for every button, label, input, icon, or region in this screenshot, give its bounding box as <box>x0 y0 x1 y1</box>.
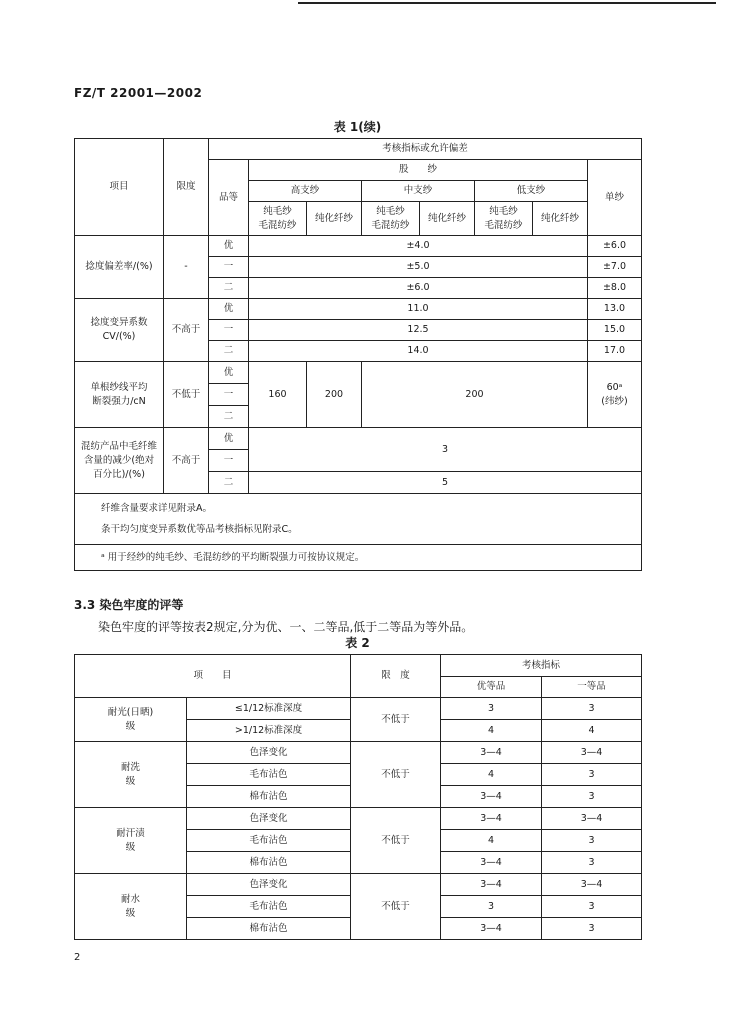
t2-item: 毛布沾色 <box>187 764 351 786</box>
t1-header-item: 项目 <box>75 139 164 236</box>
t2-excellent: 4 <box>441 764 542 786</box>
t1-wool-fiber-label: 混纺产品中毛纤维 含量的减少(绝对 百分比)/(%) <box>75 428 164 494</box>
t1-grade: 一 <box>209 384 249 406</box>
t1-header-limit: 限度 <box>164 139 209 236</box>
t2-item: 棉布沾色 <box>187 786 351 808</box>
t1-count-dev-single: ±6.0 <box>588 236 642 257</box>
t2-group-name: 耐光(日晒) 级 <box>75 698 187 742</box>
t1-twist-cv-stock: 11.0 <box>249 299 588 320</box>
t1-grade: 二 <box>209 406 249 428</box>
t1-strength-label: 单根纱线平均 断裂强力/cN <box>75 362 164 428</box>
t1-notes <box>75 494 642 545</box>
t2-limit: 不低于 <box>351 808 441 874</box>
t2-header-first: 一等品 <box>542 677 642 698</box>
table1-caption: 表 1(续) <box>333 120 382 134</box>
t2-first: 3 <box>542 852 642 874</box>
t1-strength-single: 60ᵃ (纬纱) <box>588 362 642 428</box>
t2-item: 棉布沾色 <box>187 852 351 874</box>
header-rule <box>298 2 716 4</box>
t1-grade: 一 <box>209 320 249 341</box>
t1-header-grade: 品等 <box>209 160 249 236</box>
t2-excellent: 3—4 <box>441 852 542 874</box>
t1-grade: 二 <box>209 341 249 362</box>
t1-grade: 优 <box>209 428 249 450</box>
t1-wool-fiber-value-top: 3 <box>249 428 642 472</box>
t1-grade: 优 <box>209 236 249 257</box>
t2-item: 毛布沾色 <box>187 830 351 852</box>
t1-twist-cv-single: 15.0 <box>588 320 642 341</box>
t1-header-mid: 中支纱 <box>362 181 475 202</box>
table2-caption: 表 2 <box>345 636 370 650</box>
t1-count-dev-stock: ±4.0 <box>249 236 588 257</box>
t2-item: 毛布沾色 <box>187 896 351 918</box>
t2-header-item: 项 目 <box>75 655 351 698</box>
t2-excellent: 3—4 <box>441 786 542 808</box>
t1-header-low-wool: 纯毛纱 毛混纺纱 <box>475 202 533 236</box>
t2-excellent: 3 <box>441 896 542 918</box>
t2-first: 3 <box>542 830 642 852</box>
t1-count-dev-limit: - <box>164 236 209 299</box>
t1-header-stock: 股 纱 <box>249 160 588 181</box>
t1-header-mid-chem: 纯化纤纱 <box>420 202 475 236</box>
t2-limit: 不低于 <box>351 742 441 808</box>
t1-grade: 一 <box>209 257 249 278</box>
t1-twist-cv-single: 17.0 <box>588 341 642 362</box>
t1-grade: 优 <box>209 362 249 384</box>
t1-grade: 优 <box>209 299 249 320</box>
section-title: 3.3 染色牢度的评等 <box>74 598 184 612</box>
t1-header-low-chem: 纯化纤纱 <box>533 202 588 236</box>
t2-excellent: 3—4 <box>441 874 542 896</box>
t1-grade: 二 <box>209 472 249 494</box>
t2-excellent: 3—4 <box>441 742 542 764</box>
t1-header-group: 考核指标或允许偏差 <box>209 139 642 160</box>
t1-count-dev-stock: ±6.0 <box>249 278 588 299</box>
t2-first: 3—4 <box>542 808 642 830</box>
t1-header-low: 低支纱 <box>475 181 588 202</box>
t2-item: >1/12标准深度 <box>187 720 351 742</box>
t2-excellent: 3 <box>441 698 542 720</box>
table1 <box>74 138 642 571</box>
t1-grade: 一 <box>209 450 249 472</box>
t2-group-name: 耐汗渍 级 <box>75 808 187 874</box>
t1-twist-cv-limit: 不高于 <box>164 299 209 362</box>
page-number: 2 <box>74 952 81 963</box>
t1-count-dev-single: ±7.0 <box>588 257 642 278</box>
t1-strength-limit: 不低于 <box>164 362 209 428</box>
t2-excellent: 4 <box>441 720 542 742</box>
t2-first: 3 <box>542 764 642 786</box>
t2-first: 3—4 <box>542 874 642 896</box>
t1-grade: 二 <box>209 278 249 299</box>
t2-first: 3 <box>542 918 642 940</box>
t2-limit: 不低于 <box>351 874 441 940</box>
t2-excellent: 3—4 <box>441 808 542 830</box>
t2-excellent: 3—4 <box>441 918 542 940</box>
t1-twist-cv-stock: 14.0 <box>249 341 588 362</box>
t2-item: 色泽变化 <box>187 808 351 830</box>
t1-twist-cv-stock: 12.5 <box>249 320 588 341</box>
t1-wool-fiber-limit: 不高于 <box>164 428 209 494</box>
t2-item: ≤1/12标准深度 <box>187 698 351 720</box>
t2-first: 3—4 <box>542 742 642 764</box>
t2-first: 4 <box>542 720 642 742</box>
section-text: 染色牢度的评等按表2规定,分为优、一、二等品,低于二等品为等外品。 <box>98 620 474 634</box>
t2-header-limit: 限 度 <box>351 655 441 698</box>
t1-strength-high-chem: 200 <box>307 362 362 428</box>
t1-note: 条干均匀度变异系数优等品考核指标见附录C。 <box>101 524 298 535</box>
t2-group-name: 耐洗 级 <box>75 742 187 808</box>
t2-item: 色泽变化 <box>187 742 351 764</box>
t1-header-single: 单纱 <box>588 160 642 236</box>
t1-header-high: 高支纱 <box>249 181 362 202</box>
t1-wool-fiber-value-second: 5 <box>249 472 642 494</box>
t1-twist-cv-label: 捻度变异系数 CV/(%) <box>75 299 164 362</box>
t2-first: 3 <box>542 698 642 720</box>
t1-footnote: ᵃ 用于经纱的纯毛纱、毛混纺纱的平均断裂强力可按协议规定。 <box>75 545 642 571</box>
table2 <box>74 654 642 940</box>
t2-first: 3 <box>542 786 642 808</box>
t2-excellent: 4 <box>441 830 542 852</box>
t1-header-high-chem: 纯化纤纱 <box>307 202 362 236</box>
t2-group-name: 耐水 级 <box>75 874 187 940</box>
t1-twist-cv-single: 13.0 <box>588 299 642 320</box>
t1-strength-high-wool: 160 <box>249 362 307 428</box>
t1-header-mid-wool: 纯毛纱 毛混纺纱 <box>362 202 420 236</box>
t2-limit: 不低于 <box>351 698 441 742</box>
t2-item: 色泽变化 <box>187 874 351 896</box>
t1-count-dev-single: ±8.0 <box>588 278 642 299</box>
t2-item: 棉布沾色 <box>187 918 351 940</box>
t2-header-excellent: 优等品 <box>441 677 542 698</box>
t1-count-dev-label: 捻度偏差率/(%) <box>75 236 164 299</box>
standard-code: FZ/T 22001—2002 <box>74 86 203 100</box>
t2-first: 3 <box>542 896 642 918</box>
t1-note: 纤维含量要求详见附录A。 <box>101 503 212 514</box>
t2-header-criteria: 考核指标 <box>441 655 642 677</box>
t1-header-high-wool: 纯毛纱 毛混纺纱 <box>249 202 307 236</box>
t1-strength-mid-low: 200 <box>362 362 588 428</box>
t1-count-dev-stock: ±5.0 <box>249 257 588 278</box>
